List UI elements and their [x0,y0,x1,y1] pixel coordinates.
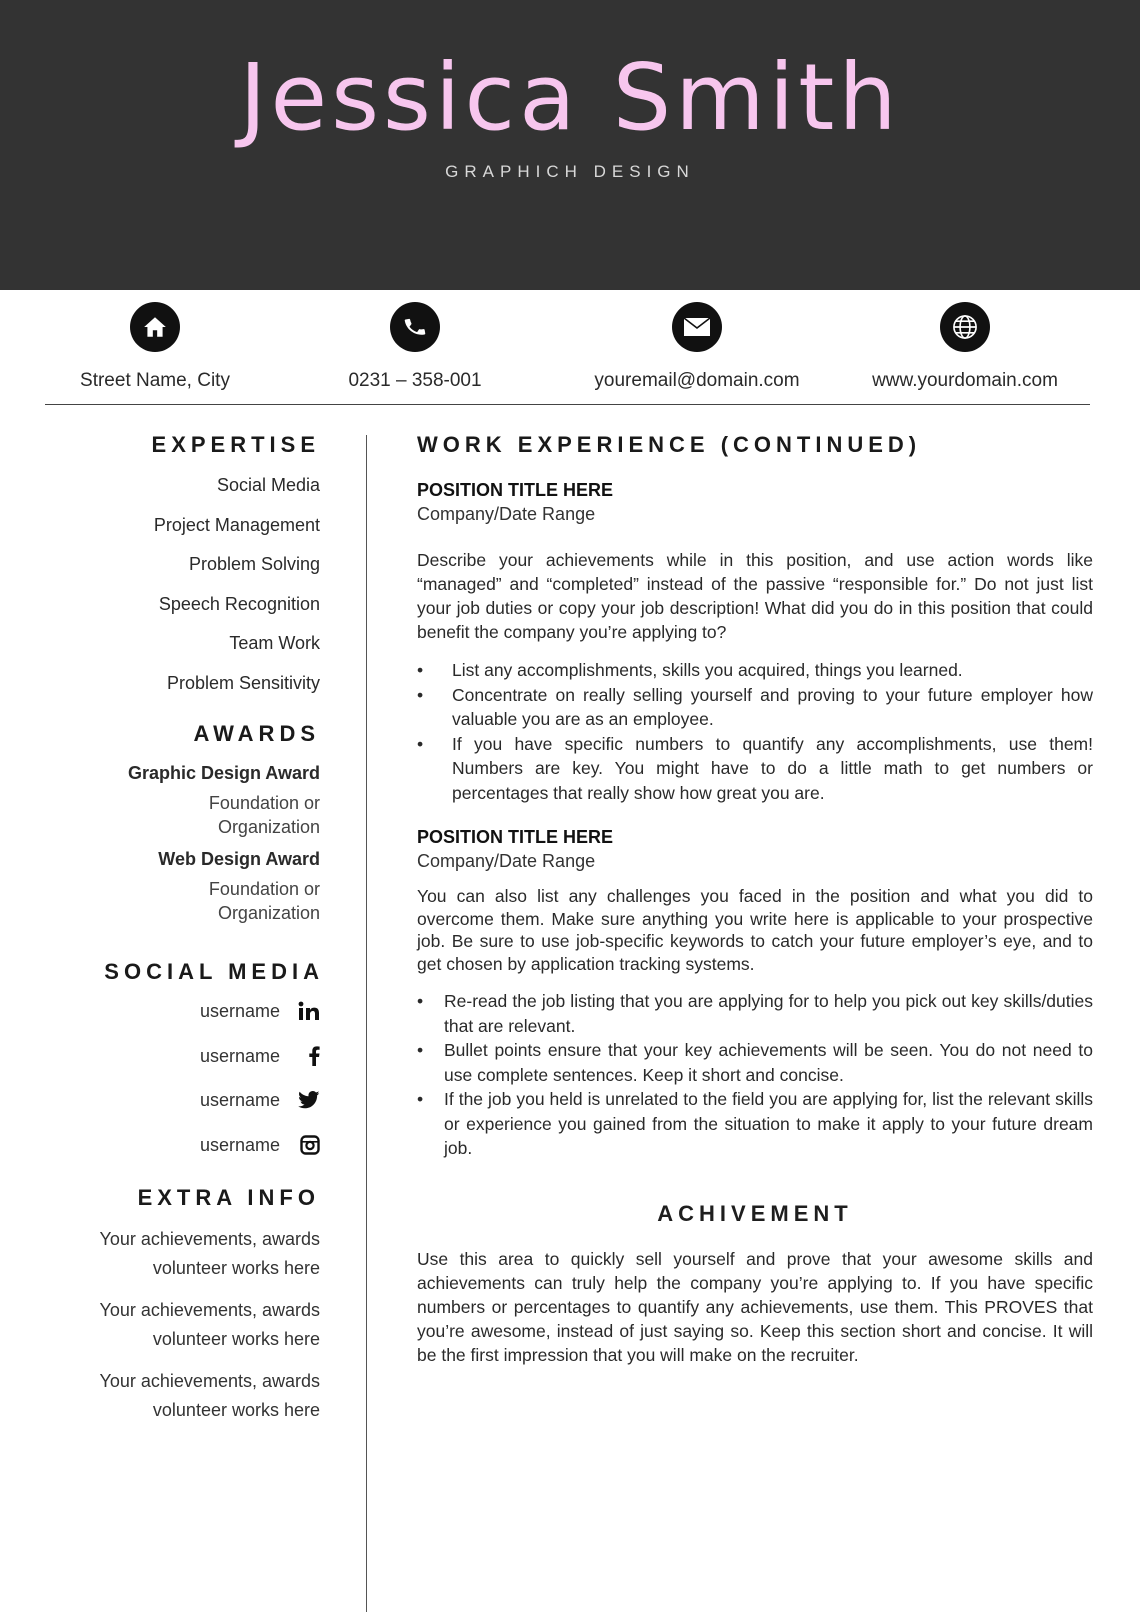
twitter-icon [280,1091,320,1109]
instagram-icon [280,1135,320,1155]
phone-text: 0231 – 358-001 [348,370,482,391]
social-list [40,989,320,1167]
position-company: Company/Date Range [417,851,596,871]
position-company: Company/Date Range [417,504,596,524]
award-org: Foundation or Organization [208,879,320,923]
contact-email [562,302,832,392]
social-facebook[interactable] [40,1034,320,1079]
social-username: username [199,1045,280,1066]
bullet-item: • List any accomplishments, skills you acquired, things you learned. [417,658,1093,683]
contact-address [20,302,290,392]
bullet-item: • Re-read the job listing that you are applying for to help you pick out key skills/duties that are relevant. [417,989,1093,1038]
envelope-icon [672,302,722,352]
address-text: Street Name, City [80,370,230,391]
extra-item: Your achievements, awards volunteer works here [99,1229,320,1278]
contact-website [830,302,1100,392]
bullet-item: • Concentrate on really selling yourself and proving to your future employer how valuable you are as an employee. [417,683,1093,732]
position-title: POSITION TITLE HERE [417,480,614,500]
right-column [417,432,1093,1367]
contact-divider [45,404,1090,405]
home-icon [130,302,180,352]
social-instagram[interactable] [40,1123,320,1168]
position-bullets [417,989,1093,1161]
linkedin-icon [280,1001,320,1021]
skill-item: Project Management [153,514,320,535]
extra-heading: EXTRA INFO [137,1185,320,1210]
phone-icon [390,302,440,352]
social-username: username [199,1134,280,1155]
skill-item: Team Work [229,633,320,653]
skill-item: Problem Solving [188,554,320,574]
extra-item: Your achievements, awards volunteer works here [99,1371,320,1420]
position-description: You can also list any challenges you faced in the position and what you did to overcome them. Make sure anything you write here is applicable to your prospective job. Be sure to use job-specific keywords to catch your future employer’s eye, and to get chosen by application tracking systems. [417,886,1093,974]
social-twitter[interactable] [40,1078,320,1123]
column-divider [366,435,367,1612]
social-username: username [199,1001,280,1021]
position-block [417,478,1093,805]
contact-phone [280,302,550,392]
website-text[interactable]: www.yourdomain.com [872,370,1058,391]
awards-list [40,761,320,925]
achievement-text: Use this area to quickly sell yourself and prove that your awesome skills and achievements can truly help the company you’re applying to. If you have specific numbers or percentages to quantify any achievements, use them. This PROVES that you’re awesome, instead of just saying so. Keep this section short and concise. It will be the first impression that you will make on the recruiter. [417,1248,1093,1365]
bullet-item: • Bullet points ensure that your key achievements will be seen. You do not need to use complete sentences. Keep it short and concise. [417,1038,1093,1087]
social-linkedin[interactable] [40,989,320,1034]
extra-item: Your achievements, awards volunteer works here [99,1300,320,1349]
expertise-heading: EXPERTISE [151,432,320,457]
position-block [417,825,1093,1161]
award-org: Foundation or Organization [208,793,320,837]
award-name: Web Design Award [158,849,320,869]
bullet-item: • If you have specific numbers to quantify any accomplishments, use them! Numbers are key. You might have to do a little math to get numbers or percentages that really show how great you are. [417,732,1093,806]
achievement-heading: ACHIVEMENT [657,1200,853,1226]
awards-heading: AWARDS [193,721,320,746]
award-name: Graphic Design Award [127,763,320,783]
position-bullets [417,658,1093,805]
candidate-name: Jessica Smith [239,44,901,151]
header-banner [0,0,1140,290]
skill-item: Social Media [216,475,320,495]
extra-list [40,1225,320,1425]
position-description: Describe your achievements while in this position, and use action words like “managed” and “completed” instead of the passive “responsible for.” Do not just list your job duties or copy your job description! What did you do in this position that could benefit the company you’re applying to? [417,550,1093,642]
social-heading: SOCIAL MEDIA [104,959,324,984]
globe-icon [940,302,990,352]
work-heading: WORK EXPERIENCE (CONTINUED) [417,432,922,457]
left-column [40,432,324,1438]
position-title: POSITION TITLE HERE [417,827,614,847]
expertise-list [40,466,320,703]
social-username: username [199,1090,280,1110]
facebook-icon [280,1046,320,1066]
email-text[interactable]: youremail@domain.com [594,370,800,391]
skill-item: Problem Sensitivity [166,672,320,693]
skill-item: Speech Recognition [158,593,320,614]
candidate-title: GRAPHICH DESIGN [445,162,695,181]
bullet-item: • If the job you held is unrelated to the field you are applying for, list the relevant skills or experience you gained from the situation to make it apply to your future dream job. [417,1087,1093,1161]
